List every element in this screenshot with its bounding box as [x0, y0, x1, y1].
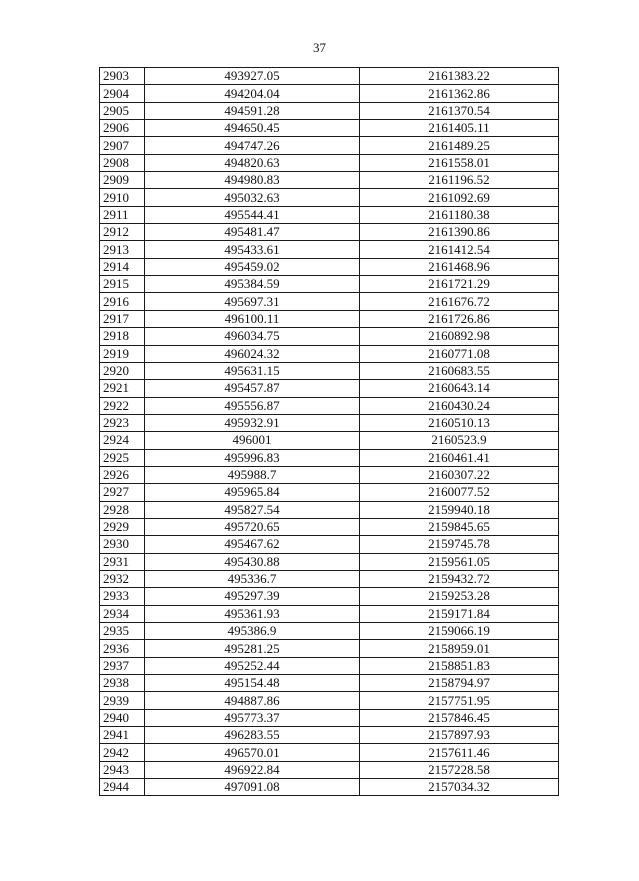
- table-row: [100, 258, 559, 275]
- y-coordinate-cell: 2157751.95: [360, 692, 559, 709]
- y-coordinate-cell: 2160683.55: [360, 362, 559, 379]
- y-coordinate-cell: 2161092.69: [360, 189, 559, 206]
- table-row: [100, 709, 559, 726]
- table-row: [100, 675, 559, 692]
- y-coordinate-cell: 2157228.58: [360, 761, 559, 778]
- table-row: [100, 553, 559, 570]
- table-row: [100, 206, 559, 223]
- x-coordinate-cell: 495631.15: [145, 362, 360, 379]
- y-coordinate-cell: 2159845.65: [360, 518, 559, 535]
- table-row: [100, 137, 559, 154]
- point-number-cell: 2909: [100, 172, 145, 189]
- y-coordinate-cell: 2161468.96: [360, 258, 559, 275]
- x-coordinate-cell: 493927.05: [145, 68, 360, 85]
- table-row: [100, 484, 559, 501]
- point-number-cell: 2926: [100, 466, 145, 483]
- y-coordinate-cell: 2160892.98: [360, 328, 559, 345]
- x-coordinate-cell: 494747.26: [145, 137, 360, 154]
- y-coordinate-cell: 2157611.46: [360, 744, 559, 761]
- x-coordinate-cell: 495297.39: [145, 588, 360, 605]
- y-coordinate-cell: 2158794.97: [360, 675, 559, 692]
- y-coordinate-cell: 2159561.05: [360, 553, 559, 570]
- table-row: [100, 328, 559, 345]
- y-coordinate-cell: 2158851.83: [360, 657, 559, 674]
- y-coordinate-cell: 2161412.54: [360, 241, 559, 258]
- table-row: [100, 518, 559, 535]
- point-number-cell: 2943: [100, 761, 145, 778]
- point-number-cell: 2922: [100, 397, 145, 414]
- x-coordinate-cell: 496922.84: [145, 761, 360, 778]
- point-number-cell: 2915: [100, 276, 145, 293]
- table-row: [100, 85, 559, 102]
- table-row: [100, 692, 559, 709]
- table-row: [100, 380, 559, 397]
- table-row: [100, 588, 559, 605]
- x-coordinate-cell: 495773.37: [145, 709, 360, 726]
- x-coordinate-cell: 495467.62: [145, 536, 360, 553]
- point-number-cell: 2934: [100, 605, 145, 622]
- y-coordinate-cell: 2158959.01: [360, 640, 559, 657]
- table-row: [100, 310, 559, 327]
- y-coordinate-cell: 2161489.25: [360, 137, 559, 154]
- point-number-cell: 2931: [100, 553, 145, 570]
- x-coordinate-cell: 495996.83: [145, 449, 360, 466]
- y-coordinate-cell: 2161558.01: [360, 154, 559, 171]
- x-coordinate-cell: 495384.59: [145, 276, 360, 293]
- x-coordinate-cell: 495336.7: [145, 570, 360, 587]
- y-coordinate-cell: 2161180.38: [360, 206, 559, 223]
- point-number-cell: 2916: [100, 293, 145, 310]
- y-coordinate-cell: 2159745.78: [360, 536, 559, 553]
- table-row: [100, 623, 559, 640]
- x-coordinate-cell: 496570.01: [145, 744, 360, 761]
- point-number-cell: 2911: [100, 206, 145, 223]
- table-row: [100, 657, 559, 674]
- point-number-cell: 2918: [100, 328, 145, 345]
- y-coordinate-cell: 2159940.18: [360, 501, 559, 518]
- x-coordinate-cell: 495459.02: [145, 258, 360, 275]
- x-coordinate-cell: 494591.28: [145, 102, 360, 119]
- y-coordinate-cell: 2160077.52: [360, 484, 559, 501]
- table-row: [100, 224, 559, 241]
- table-row: [100, 102, 559, 119]
- y-coordinate-cell: 2161370.54: [360, 102, 559, 119]
- x-coordinate-cell: 495032.63: [145, 189, 360, 206]
- y-coordinate-cell: 2160523.9: [360, 432, 559, 449]
- table-row: [100, 120, 559, 137]
- x-coordinate-cell: 495481.47: [145, 224, 360, 241]
- y-coordinate-cell: 2157897.93: [360, 727, 559, 744]
- y-coordinate-cell: 2161383.22: [360, 68, 559, 85]
- y-coordinate-cell: 2161390.86: [360, 224, 559, 241]
- x-coordinate-cell: 496283.55: [145, 727, 360, 744]
- table-row: [100, 276, 559, 293]
- point-number-cell: 2927: [100, 484, 145, 501]
- x-coordinate-cell: 495556.87: [145, 397, 360, 414]
- point-number-cell: 2924: [100, 432, 145, 449]
- point-number-cell: 2908: [100, 154, 145, 171]
- table-row: [100, 570, 559, 587]
- x-coordinate-cell: 495720.65: [145, 518, 360, 535]
- x-coordinate-cell: 495433.61: [145, 241, 360, 258]
- coordinates-table: [99, 67, 559, 796]
- y-coordinate-cell: 2159171.84: [360, 605, 559, 622]
- x-coordinate-cell: 495457.87: [145, 380, 360, 397]
- x-coordinate-cell: 495965.84: [145, 484, 360, 501]
- point-number-cell: 2938: [100, 675, 145, 692]
- table-row: [100, 414, 559, 431]
- point-number-cell: 2929: [100, 518, 145, 535]
- y-coordinate-cell: 2159253.28: [360, 588, 559, 605]
- table-row: [100, 154, 559, 171]
- x-coordinate-cell: 495361.93: [145, 605, 360, 622]
- table-row: [100, 397, 559, 414]
- table-row: [100, 241, 559, 258]
- y-coordinate-cell: 2161676.72: [360, 293, 559, 310]
- y-coordinate-cell: 2160510.13: [360, 414, 559, 431]
- x-coordinate-cell: 494980.83: [145, 172, 360, 189]
- point-number-cell: 2930: [100, 536, 145, 553]
- table-row: [100, 744, 559, 761]
- table-row: [100, 536, 559, 553]
- x-coordinate-cell: 496024.32: [145, 345, 360, 362]
- point-number-cell: 2907: [100, 137, 145, 154]
- point-number-cell: 2939: [100, 692, 145, 709]
- y-coordinate-cell: 2160430.24: [360, 397, 559, 414]
- point-number-cell: 2937: [100, 657, 145, 674]
- point-number-cell: 2942: [100, 744, 145, 761]
- table-row: [100, 449, 559, 466]
- y-coordinate-cell: 2160307.22: [360, 466, 559, 483]
- y-coordinate-cell: 2159432.72: [360, 570, 559, 587]
- x-coordinate-cell: 496001: [145, 432, 360, 449]
- y-coordinate-cell: 2161726.86: [360, 310, 559, 327]
- point-number-cell: 2914: [100, 258, 145, 275]
- point-number-cell: 2932: [100, 570, 145, 587]
- table-row: [100, 466, 559, 483]
- x-coordinate-cell: 495386.9: [145, 623, 360, 640]
- table-row: [100, 432, 559, 449]
- table-row: [100, 172, 559, 189]
- x-coordinate-cell: 496034.75: [145, 328, 360, 345]
- point-number-cell: 2944: [100, 779, 145, 796]
- point-number-cell: 2906: [100, 120, 145, 137]
- y-coordinate-cell: 2161405.11: [360, 120, 559, 137]
- point-number-cell: 2921: [100, 380, 145, 397]
- table-row: [100, 605, 559, 622]
- point-number-cell: 2925: [100, 449, 145, 466]
- x-coordinate-cell: 495697.31: [145, 293, 360, 310]
- page-number: 37: [313, 40, 326, 55]
- y-coordinate-cell: 2157846.45: [360, 709, 559, 726]
- table-row: [100, 362, 559, 379]
- x-coordinate-cell: 497091.08: [145, 779, 360, 796]
- table-row: [100, 189, 559, 206]
- x-coordinate-cell: 495988.7: [145, 466, 360, 483]
- table-row: [100, 345, 559, 362]
- point-number-cell: 2920: [100, 362, 145, 379]
- table-row: [100, 727, 559, 744]
- table-row: [100, 761, 559, 778]
- x-coordinate-cell: 494204.04: [145, 85, 360, 102]
- x-coordinate-cell: 494887.86: [145, 692, 360, 709]
- point-number-cell: 2904: [100, 85, 145, 102]
- point-number-cell: 2936: [100, 640, 145, 657]
- point-number-cell: 2940: [100, 709, 145, 726]
- point-number-cell: 2935: [100, 623, 145, 640]
- y-coordinate-cell: 2160771.08: [360, 345, 559, 362]
- x-coordinate-cell: 494820.63: [145, 154, 360, 171]
- point-number-cell: 2928: [100, 501, 145, 518]
- table-row: [100, 640, 559, 657]
- point-number-cell: 2903: [100, 68, 145, 85]
- coordinates-table-body: [100, 68, 559, 796]
- point-number-cell: 2910: [100, 189, 145, 206]
- x-coordinate-cell: 495827.54: [145, 501, 360, 518]
- y-coordinate-cell: 2159066.19: [360, 623, 559, 640]
- point-number-cell: 2905: [100, 102, 145, 119]
- point-number-cell: 2912: [100, 224, 145, 241]
- y-coordinate-cell: 2160643.14: [360, 380, 559, 397]
- table-row: [100, 501, 559, 518]
- x-coordinate-cell: 494650.45: [145, 120, 360, 137]
- point-number-cell: 2941: [100, 727, 145, 744]
- x-coordinate-cell: 495154.48: [145, 675, 360, 692]
- x-coordinate-cell: 495544.41: [145, 206, 360, 223]
- y-coordinate-cell: 2161196.52: [360, 172, 559, 189]
- y-coordinate-cell: 2157034.32: [360, 779, 559, 796]
- y-coordinate-cell: 2161721.29: [360, 276, 559, 293]
- point-number-cell: 2923: [100, 414, 145, 431]
- table-row: [100, 68, 559, 85]
- y-coordinate-cell: 2160461.41: [360, 449, 559, 466]
- point-number-cell: 2919: [100, 345, 145, 362]
- point-number-cell: 2913: [100, 241, 145, 258]
- x-coordinate-cell: 495281.25: [145, 640, 360, 657]
- table-row: [100, 779, 559, 796]
- y-coordinate-cell: 2161362.86: [360, 85, 559, 102]
- x-coordinate-cell: 496100.11: [145, 310, 360, 327]
- point-number-cell: 2917: [100, 310, 145, 327]
- x-coordinate-cell: 495932.91: [145, 414, 360, 431]
- x-coordinate-cell: 495430.88: [145, 553, 360, 570]
- point-number-cell: 2933: [100, 588, 145, 605]
- table-row: [100, 293, 559, 310]
- x-coordinate-cell: 495252.44: [145, 657, 360, 674]
